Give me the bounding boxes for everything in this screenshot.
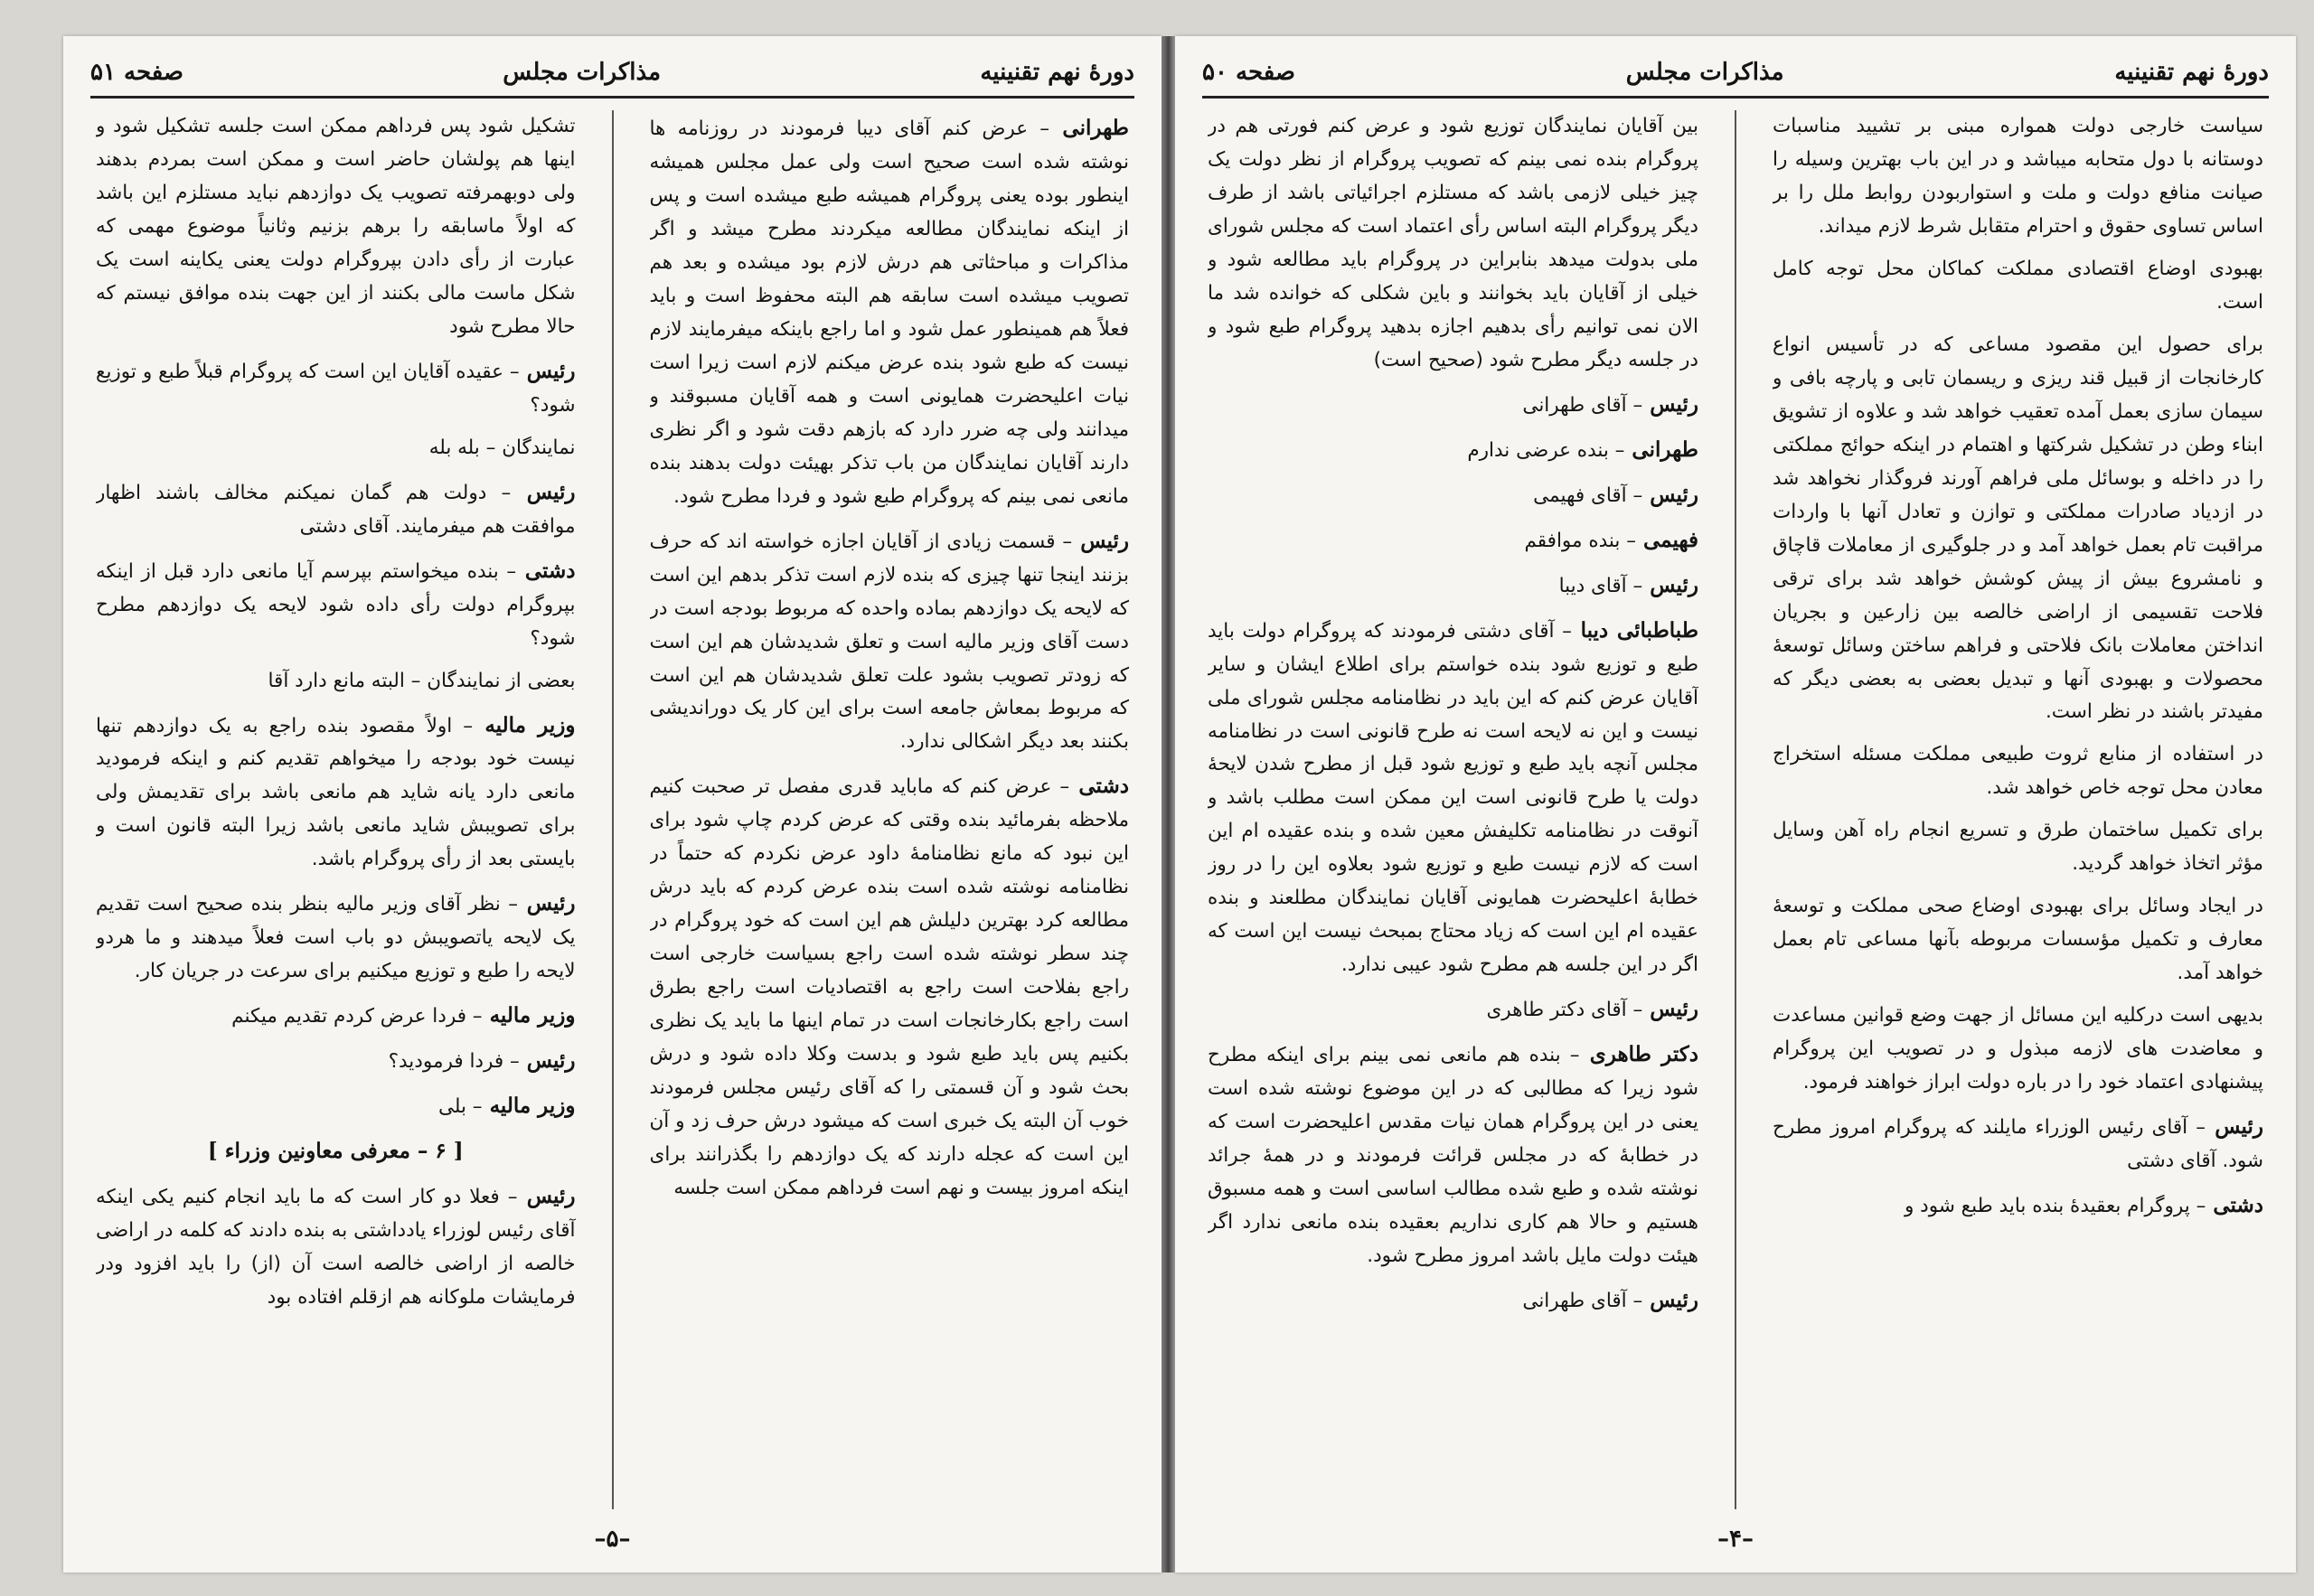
paragraph: [1773, 738, 2263, 805]
paragraph: [1208, 1282, 1698, 1319]
speaker-name: طهرانی: [1049, 116, 1129, 140]
speaker-name: وزیر مالیه: [482, 1094, 576, 1119]
paragraph: [96, 998, 576, 1034]
running-header: [90, 52, 1134, 92]
speaker-name: رئیس: [1642, 482, 1698, 507]
speaker-name: رئیس: [2205, 1114, 2263, 1140]
page-footer-number: –۵–: [594, 1526, 631, 1553]
paragraph-text: – عرض کنم که ماباید قدری مفصل تر صحبت کنیم ملاحظه بفرمائید بنده وقتی که عرض کردم چاپ شود برای این نبود که مانع نظامنامهٔ داود عرض نکردم که حتماً در نظامنامه نوشته شده است بنده عرض کردم که باید درش مطالعه کرد بهترین دلیلش هم این است که خود پروگرام در چند سطر نوشته شده است راجع بسیاست خارجی است راجع بفلاحت است راجع به اقتصادیات است راجع بطرق است راجع بکارخانجات است در تمام اینها ما باید یک نظری بکنیم پس باید طبع شود و بدست وکلا داده شود و درش بحث شود و آن قسمتی را که آقای رئیس مجلس فرمودند خوب آن البته یک خبری است که میشود درش حرف زد و آن این است که عجله دارند که یک دوازدهم را بگذرانند برای اینکه امروز بیست و نهم است فرداهم ممکن است جلسه: [649, 775, 1129, 1200]
paragraph: [1773, 814, 2263, 881]
speaker-name: دکتر طاهری: [1579, 1042, 1698, 1067]
paragraph-text: – پروگرام بعقیدهٔ بنده باید طبع شود و: [1904, 1195, 2206, 1218]
header-page-number: صفحه ۵۱: [90, 59, 183, 86]
speaker-name: رئیس: [519, 358, 576, 383]
paragraph: [1773, 890, 2263, 990]
speaker-name: دشتی: [516, 558, 576, 583]
paragraph-text: – بنده موافقم: [1524, 529, 1636, 552]
paragraph: [1208, 110, 1698, 378]
paragraph-text: بین آقایان نمایندگان توزیع شود و عرض کنم فورتی هم در پروگرام بنده نمی بینم که تصویب پروگرام از نظر دولت یک چیز خیلی لازمی باشد که مستلزم اجرائیاتی باشد از طرف دیگر پروگرام البته اساس رأی اعتماد است که مجلس شورای ملی بدولت میدهد بنابراین در پروگرام باید مطالعه شود و خیلی از آقایان باید بخوانند و باین شکلی که خوانده شد ما الان نمی توانیم رأی بدهیم اجازه بدهید پروگرام طبع شود و در جلسه دیگر مطرح شود (صحیح است): [1208, 115, 1698, 371]
header-title: مذاکرات مجلس: [503, 59, 662, 86]
columns: [96, 110, 1129, 1509]
paragraph-text: – بلی: [437, 1095, 483, 1119]
paragraph: [1208, 522, 1698, 559]
speaker-name: رئیس: [1642, 1288, 1698, 1312]
paragraph-text: – بنده هم مانعی نمی بینم برای اینکه مطرح شود زیرا که مطالبی که در این موضوع نوشته شده است یعنی در این پروگرام همان نیات مقدس اعلیحضرت است که در خطابهٔ که در مجلس قرائت فرمودند و در همهٔ جرائد نوشته شده و طبع شده مطالب اساسی است و همه مسبوق هستیم و حالا هم کاری نداریم بعقیده بنده مانعی ندارد اگر هیئت دولت مایل باشد امروز مطرح شود.: [1208, 1044, 1698, 1268]
paragraph-text: – آقای دشتی فرمودند که پروگرام دولت باید طبع و توزیع شود بنده خواستم برای اطلاع ایشان و سایر آقایان عرض کنم که این باید در نظامنامه مجلس شورای ملی نیست و این نه لایحه است نه طرح قانونی است در نظامنامه مجلس آنچه باید طبع و توزیع شود قبل از مطرح شدن لایحهٔ دولت یا طرح قانونی است این ممکن است مطلب باشد و آنوقت در نظامنامه تکلیفش معین شده و بنده عقیده ام این است که لازم نیست طبع و توزیع شود بعلاوه این را در روز خطابهٔ اعلیحضرت همایونی آقایان نمایندگان مطلعند و بنده عقیده ام این است که زیاد محتاج بمبحث نیست این است که اگر در این جلسه هم مطرح شود عیبی ندارد.: [1208, 619, 1698, 977]
column-right: [1773, 110, 2263, 1509]
book-gutter: [1162, 36, 1175, 1573]
paragraph-text: سیاست خارجی دولت همواره مبنی بر تشیید مناسبات دوستانه با دول متحابه میباشد و در این باب بهترین وسیله را صیانت منافع دولت و ملت و استواربودن روابط ملل را بر اساس تساوی حقوق و احترام متقابل شرط لازم میداند.: [1773, 115, 2263, 238]
column-right: [650, 110, 1130, 1509]
paragraph: [96, 708, 576, 878]
paragraph-text: – اولاً مقصود بنده راجع به یک دوازدهم تنها نیست خود بودجه را میخواهم تقدیم کنم و اینکه فرمودید مانعی دارد یانه شاید هم مانعی باشد برای تقدیمش ولی برای تصویبش شاید مانعی باشد زیرا البته قانون است و بایستی بعد از رأی پروگرام باشد.: [96, 714, 576, 871]
paragraph: [96, 1043, 576, 1079]
column-divider: [1735, 110, 1736, 1509]
columns: [1208, 110, 2263, 1509]
speaker-name: رئیس: [1642, 572, 1698, 597]
paragraph: [1208, 477, 1698, 513]
column-divider: [612, 110, 614, 1509]
paragraph: [96, 553, 576, 656]
header-title: مذاکرات مجلس: [1625, 59, 1784, 86]
speaker-name: دشتی: [2206, 1193, 2263, 1218]
speaker-name: رئیس: [1072, 528, 1129, 553]
paragraph-text: – نظر آقای وزیر مالیه بنظر بنده صحیح است تقدیم یک لایحه یاتصویبش دو باب است فعلاً میدهند و ما هردو لایحه را طبع و توزیع میکنیم برای سرعت در جریان کار.: [96, 893, 576, 983]
page-50: [1175, 36, 2296, 1573]
paragraph: [96, 110, 576, 344]
paragraph-text: – بنده عرضی ندارم: [1467, 438, 1625, 462]
paragraph: [96, 1088, 576, 1124]
paragraph-text: – عقیده آقایان این است که پروگرام قبلاً طبع و توزیع شود؟: [96, 360, 576, 417]
speaker-name: رئیس: [1642, 391, 1698, 417]
header-page-number: صفحه ۵۰: [1202, 59, 1295, 86]
paragraph: [1773, 1109, 2263, 1178]
speaker-name: فهیمی: [1635, 527, 1698, 552]
paragraph-text: تشکیل شود پس فرداهم ممکن است جلسه تشکیل شود و اینها هم پولشان حاضر است و ممکن است بمردم بدهند ولی دوبهمرفته تصویب یک دوازدهم نباید مستلزم این باشد که اولاً ماسابقه را برهم بزنیم وثانیاً موضوع مهمی که عبارت از رأی دادن بپروگرام دولت یعنی یکاینه است یک شکل ماست مالی بکنند از این جهت بنده موافق نیستم که حالا مطرح شود: [96, 115, 576, 338]
paragraph-text: بعضی از نمایندگان – البته مانع دارد آقا: [268, 669, 576, 692]
paragraph: [1208, 613, 1698, 983]
paragraph-text: در استفاده از منابع ثروت طبیعی مملکت مسئله استخراج معادن محل توجه خاص خواهد شد.: [1773, 743, 2263, 800]
paragraph: [650, 768, 1130, 1206]
paragraph-text: بهبودی اوضاع اقتصادی مملکت کماکان محل توجه کامل است.: [1773, 257, 2263, 314]
paragraph: [1208, 432, 1698, 468]
speaker-name: رئیس: [1642, 997, 1698, 1022]
paragraph: [1773, 329, 2263, 730]
paragraph: [96, 432, 576, 465]
paragraph-text: – عرض کنم آقای دیبا فرمودند در روزنامه ها نوشته شده است صحیح است ولی عمل مجلس همیشه اینطور بوده یعنی پروگرام همیشه طبع میشده است و پس از اینکه نمایندگان مطالعه میکردند مطرح میشد و اگر مذاکرات و مباحثاتی هم درش لازم بود میشده و بعد هم تصویب میشده است سابقه هم البته محفوظ است و باید فعلاً هم همینطور عمل شود و اما راجع باینکه میفرمایند لازم نیست که طبع شود بنده عرض میکنم لازم است زیرا است نیات اعلیحضرت همایونی است و همه آقایان مسبوقند و میدانند ولی چه ضرر دارد که بازهم دقت شود و اگر نظری دارند آقایان نمایندگان من باب تذکر بهیئت دولت بدهند بنده مانعی نمی بینم که پروگرام طبع شود و فردا مطرح شود.: [649, 117, 1129, 508]
paragraph: [1773, 253, 2263, 320]
speaker-name: رئیس: [517, 1183, 576, 1208]
paragraph-text: – آقای رئیس الوزراء مایلند که پروگرام امروز مطرح شود. آقای دشتی: [1773, 1116, 2263, 1173]
paragraph-text: – آقای طهرانی: [1522, 393, 1643, 417]
paragraph-text: – آقای فهیمی: [1533, 483, 1643, 507]
paragraph-text: – آقای طهرانی: [1522, 1290, 1643, 1312]
paragraph: [1773, 110, 2263, 244]
speaker-name: وزیر مالیه: [473, 712, 576, 737]
speaker-name: دشتی: [1069, 774, 1129, 799]
header-rule: [1202, 96, 2269, 99]
speaker-name: رئیس: [519, 1048, 576, 1074]
page-footer-number: –۴–: [1717, 1526, 1754, 1553]
paragraph-text: – آقای دیبا: [1558, 574, 1643, 597]
paragraph: [1208, 387, 1698, 423]
paragraph: [650, 523, 1130, 760]
paragraph: [1208, 991, 1698, 1028]
paragraph: [1208, 1037, 1698, 1273]
paragraph-text: برای تکمیل ساختمان طرق و تسریع انجام راه آهن وسایل مؤثر اتخاذ خواهد گردید.: [1773, 819, 2263, 876]
paragraph-text: برای حصول این مقصود مساعی که در تأسیس انواع کارخانجات از قبیل قند ریزی و ریسمان تابی و پارچه بافی و سیمان سازی بعمل آمده تعقیب خواهد شد و علاوه از تشویق ابناء وطن در تشکیل شرکتها و اهتمام در اینکه حوائج مملکتی را در داخله و بوسائل ملی فراهم آورند فروگذار نخواهد شد در ازدیاد صادرات مملکتی و توازن و تعادل آنها با واردات مراقبت تام بعمل خواهد آمد و در جلوگیری از معاملات قاچاق و نامشروع بیش از پیش کوشش خواهد شد برای ترقی فلاحت تقسیمی از اراضی خالصه بین زارعین و بجریان انداختن معاملات بانک فلاحتی و فراهم ساختن وسائل توسعهٔ محصولات و بهبودی آنها و تبدیل بعضی به بعضی دیگر که مفیدتر باشند در نظر است.: [1773, 333, 2263, 724]
paragraph-text: – فعلا دو کار است که ما باید انجام کنیم یکی اینکه آقای رئیس لوزراء یادداشتی به بنده دادند که کلمه در اراضی خالصه از اراضی خالصه است آن (از) را باید افزود ودر فرمایشات ملوکانه هم ازقلم افتاده بود: [96, 1185, 576, 1309]
page-51: [63, 36, 1162, 1573]
paragraph: [96, 474, 576, 544]
speaker-name: طباطبائی دیبا: [1571, 617, 1698, 643]
paragraph-text: [ ۶ – معرفی معاونین وزراء ]: [207, 1139, 464, 1164]
speaker-name: وزیر مالیه: [482, 1003, 576, 1028]
paragraph: [96, 886, 576, 989]
speaker-name: رئیس: [511, 479, 576, 504]
paragraph: [1773, 1000, 2263, 1100]
column-left: [1208, 110, 1698, 1509]
speaker-name: رئیس: [518, 891, 576, 916]
paragraph-text: – قسمت زیادی از آقایان اجازه خواسته اند که حرف بزنند اینجا تنها چیزی که بنده لازم است تذکر بدهم این است که لایحه یک دوازدهم بماده واحده که مربوط بودجه است در دست آقای وزیر مالیه است و تعلق شدیدشان هم این است که زودتر تصویب بشود علت تعلق شدیدشان هم این است که مربوط بمعاش جامعه است برای این کار یک دوراندیشی بکنند بعد دیگر اشکالی ندارد.: [649, 530, 1129, 754]
paragraph-text: – فردا عرض کردم تقدیم میکنم: [231, 1005, 483, 1028]
paragraph: [650, 110, 1130, 514]
running-header: [1202, 52, 2269, 92]
paragraph: [1773, 1188, 2263, 1224]
header-rule: [90, 96, 1134, 99]
paragraph-text: – دولت هم گمان نمیکنم مخالف باشند اظهار موافقت هم میفرمایند. آقای دشتی: [96, 481, 576, 538]
paragraph-text: بدیهی است درکلیه این مسائل از جهت وضع قوانین مساعدت و معاضدت های لازمه مبذول و در تصویب این پروگرام پیشنهادی اعتماد خود را در باره دولت ابراز خواهند فرمود.: [1773, 1004, 2263, 1094]
column-left: [96, 110, 576, 1509]
header-series: دورهٔ نهم تقنینیه: [2114, 59, 2269, 86]
paragraph-text: – بنده میخواستم بپرسم آیا مانعی دارد قبل از اینکه بپروگرام دولت رأی داده شود لایحه یک دوازدهم مطرح شود؟: [96, 559, 576, 650]
speaker-name: طهرانی: [1624, 437, 1698, 462]
paragraph: [96, 665, 576, 699]
paragraph: [1208, 568, 1698, 604]
paragraph: [96, 353, 576, 423]
paragraph-text: – آقای دکتر طاهری: [1486, 999, 1643, 1022]
header-series: دورهٔ نهم تقنینیه: [980, 59, 1134, 86]
paragraph-text: – فردا فرمودید؟: [388, 1050, 520, 1074]
paragraph-text: نمایندگان – بله بله: [428, 436, 576, 459]
paragraph-text: در ایجاد وسائل برای بهبودی اوضاع صحی مملکت و توسعهٔ معارف و تکمیل مؤسسات مربوطه بآنها مساعی تام بعمل خواهد آمد.: [1773, 895, 2263, 985]
paragraph: [96, 1133, 576, 1169]
paragraph: [96, 1178, 576, 1315]
